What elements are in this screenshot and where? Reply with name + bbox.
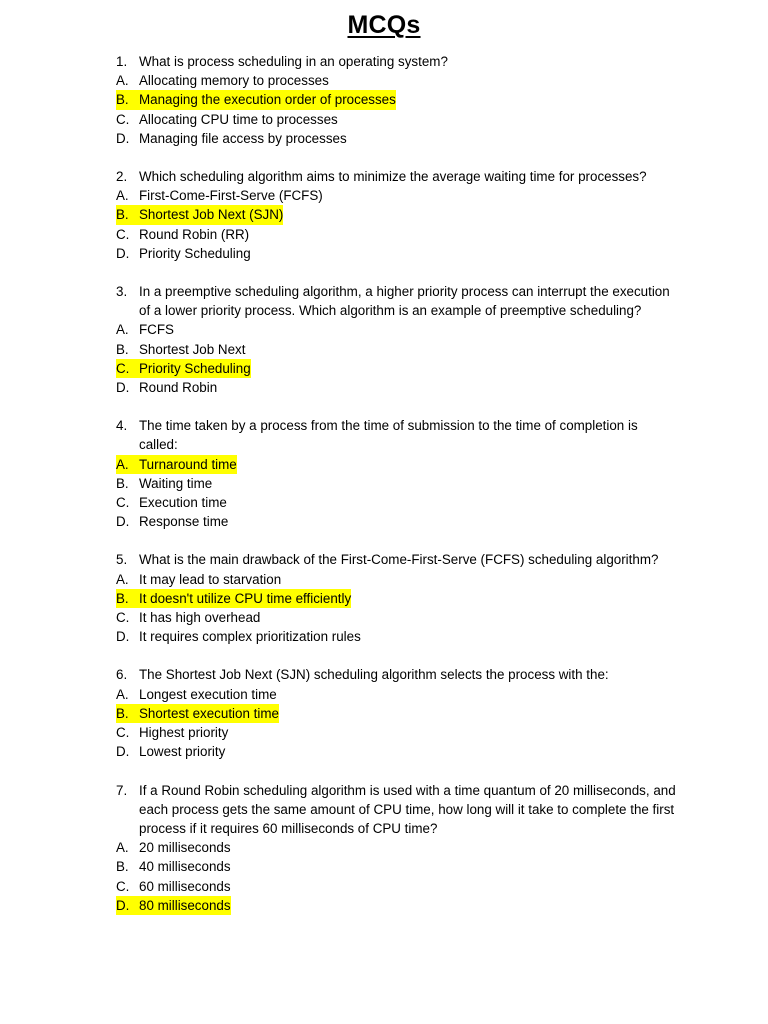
option-text: 20 milliseconds <box>139 840 231 856</box>
option-letter: B. <box>116 705 129 721</box>
answer-option-highlighted <box>116 704 676 723</box>
option-text: It requires complex prioritization rules <box>139 629 361 645</box>
question-list <box>116 52 676 934</box>
option-letter: D. <box>116 245 130 261</box>
option-text: Longest execution time <box>139 686 277 702</box>
option-letter: C. <box>116 226 130 242</box>
question-stem <box>116 550 676 569</box>
option-content <box>116 570 281 589</box>
question-stem <box>116 52 676 71</box>
option-text: First-Come-First-Serve (FCFS) <box>139 188 323 204</box>
option-text: 60 milliseconds <box>139 878 231 894</box>
question-stem <box>116 781 676 839</box>
answer-option-highlighted <box>116 455 676 474</box>
answer-option-highlighted <box>116 359 676 378</box>
option-letter: B. <box>116 341 129 357</box>
option-content <box>116 627 361 646</box>
option-letter: B. <box>116 207 129 223</box>
correct-answer-highlight <box>116 205 283 224</box>
option-content <box>116 685 277 704</box>
option-letter: C. <box>116 360 130 376</box>
answer-option <box>116 320 676 339</box>
option-letter: B. <box>116 590 129 606</box>
question-block <box>116 550 676 646</box>
option-text: Allocating CPU time to processes <box>139 111 338 127</box>
option-letter: A. <box>116 322 129 338</box>
question-stem <box>116 167 676 186</box>
option-text: Execution time <box>139 495 227 511</box>
answer-option-highlighted <box>116 896 676 915</box>
answer-option <box>116 340 676 359</box>
option-content <box>116 877 231 896</box>
question-number: 4. <box>116 418 128 434</box>
option-text: It doesn't utilize CPU time efficiently <box>139 590 352 606</box>
question-text: Which scheduling algorithm aims to minimize the average waiting time for processes? <box>139 169 647 185</box>
answer-option <box>116 742 676 761</box>
option-content <box>116 474 212 493</box>
option-letter: D. <box>116 130 130 146</box>
option-text: Highest priority <box>139 725 229 741</box>
option-content <box>116 320 174 339</box>
option-letter: C. <box>116 725 130 741</box>
correct-answer-highlight <box>116 896 231 915</box>
option-content <box>116 857 231 876</box>
question-block <box>116 781 676 915</box>
option-letter: D. <box>116 380 130 396</box>
option-text: Shortest Job Next (SJN) <box>139 207 284 223</box>
option-letter: A. <box>116 686 129 702</box>
option-text: Lowest priority <box>139 744 226 760</box>
question-number: 2. <box>116 169 128 185</box>
option-text: It has high overhead <box>139 610 261 626</box>
question-stem <box>116 416 676 454</box>
answer-option <box>116 512 676 531</box>
answer-option <box>116 186 676 205</box>
question-text: The time taken by a process from the time of submission to the time of completion is called: <box>139 418 638 453</box>
question-text: What is the main drawback of the First-Come-First-Serve (FCFS) scheduling algorithm? <box>139 552 659 568</box>
correct-answer-highlight <box>116 359 251 378</box>
option-content <box>116 71 329 90</box>
answer-option <box>116 685 676 704</box>
option-letter: D. <box>116 514 130 530</box>
question-text: The Shortest Job Next (SJN) scheduling algorithm selects the process with the: <box>139 667 609 683</box>
answer-option <box>116 493 676 512</box>
option-text: Shortest Job Next <box>139 341 246 357</box>
option-letter: D. <box>116 744 130 760</box>
option-letter: A. <box>116 456 129 472</box>
question-block <box>116 416 676 531</box>
option-content <box>116 512 228 531</box>
correct-answer-highlight <box>116 455 237 474</box>
answer-option <box>116 627 676 646</box>
question-stem <box>116 665 676 684</box>
option-content <box>116 742 225 761</box>
option-content <box>116 110 338 129</box>
question-text: What is process scheduling in an operating system? <box>139 54 448 69</box>
answer-option-highlighted <box>116 90 676 109</box>
answer-option-highlighted <box>116 205 676 224</box>
option-letter: C. <box>116 495 130 511</box>
answer-option <box>116 378 676 397</box>
option-content <box>116 608 260 627</box>
answer-option <box>116 570 676 589</box>
question-number: 7. <box>116 782 128 798</box>
answer-option <box>116 129 676 148</box>
option-text: 80 milliseconds <box>139 897 231 913</box>
question-block <box>116 52 676 148</box>
correct-answer-highlight <box>116 704 279 723</box>
option-letter: B. <box>116 92 129 108</box>
question-stem <box>116 282 676 320</box>
option-text: Round Robin <box>139 380 218 396</box>
option-content <box>116 838 231 857</box>
option-letter: A. <box>116 188 129 204</box>
answer-option <box>116 838 676 857</box>
option-content <box>116 186 323 205</box>
answer-option-highlighted <box>116 589 676 608</box>
option-text: Allocating memory to processes <box>139 73 329 89</box>
option-letter: A. <box>116 571 129 587</box>
option-letter: C. <box>116 878 130 894</box>
question-block <box>116 167 676 263</box>
option-letter: C. <box>116 610 130 626</box>
option-content <box>116 244 251 263</box>
option-text: Waiting time <box>139 475 213 491</box>
option-text: Round Robin (RR) <box>139 226 250 242</box>
option-content <box>116 340 245 359</box>
option-letter: B. <box>116 475 129 491</box>
option-text: Response time <box>139 514 229 530</box>
option-content <box>116 493 227 512</box>
option-letter: A. <box>116 840 129 856</box>
option-text: Managing the execution order of processes <box>139 92 396 108</box>
option-text: Managing file access by processes <box>139 130 347 146</box>
question-text: If a Round Robin scheduling algorithm is used with a time quantum of 20 milliseconds, and each process gets the same amount of CPU time, how long will it take to complete the first process if it requires 60 milliseconds of CPU time? <box>139 782 676 836</box>
option-text: It may lead to starvation <box>139 571 282 587</box>
option-letter: B. <box>116 859 129 875</box>
answer-option <box>116 474 676 493</box>
answer-option <box>116 723 676 742</box>
correct-answer-highlight <box>116 589 351 608</box>
question-block <box>116 665 676 761</box>
question-number: 5. <box>116 552 128 568</box>
option-letter: D. <box>116 897 130 913</box>
option-text: Turnaround time <box>139 456 237 472</box>
option-text: Shortest execution time <box>139 705 279 721</box>
answer-option <box>116 110 676 129</box>
question-number: 1. <box>116 54 128 69</box>
option-letter: D. <box>116 629 130 645</box>
answer-option <box>116 608 676 627</box>
page-title: MCQs <box>347 11 421 39</box>
answer-option <box>116 244 676 263</box>
question-block <box>116 282 676 397</box>
option-text: Priority Scheduling <box>139 360 251 376</box>
answer-option <box>116 71 676 90</box>
option-content <box>116 225 249 244</box>
option-letter: A. <box>116 73 129 89</box>
option-text: 40 milliseconds <box>139 859 231 875</box>
answer-option <box>116 225 676 244</box>
option-text: Priority Scheduling <box>139 245 251 261</box>
answer-option <box>116 857 676 876</box>
answer-option <box>116 877 676 896</box>
question-number: 6. <box>116 667 128 683</box>
question-text: In a preemptive scheduling algorithm, a higher priority process can interrupt the execution of a lower priority process. Which algorithm is an example of preemptive scheduling? <box>139 284 670 319</box>
option-content <box>116 378 217 397</box>
question-number: 3. <box>116 284 128 300</box>
option-letter: C. <box>116 111 130 127</box>
correct-answer-highlight <box>116 90 396 109</box>
option-content <box>116 129 347 148</box>
option-text: FCFS <box>139 322 174 338</box>
option-content <box>116 723 228 742</box>
